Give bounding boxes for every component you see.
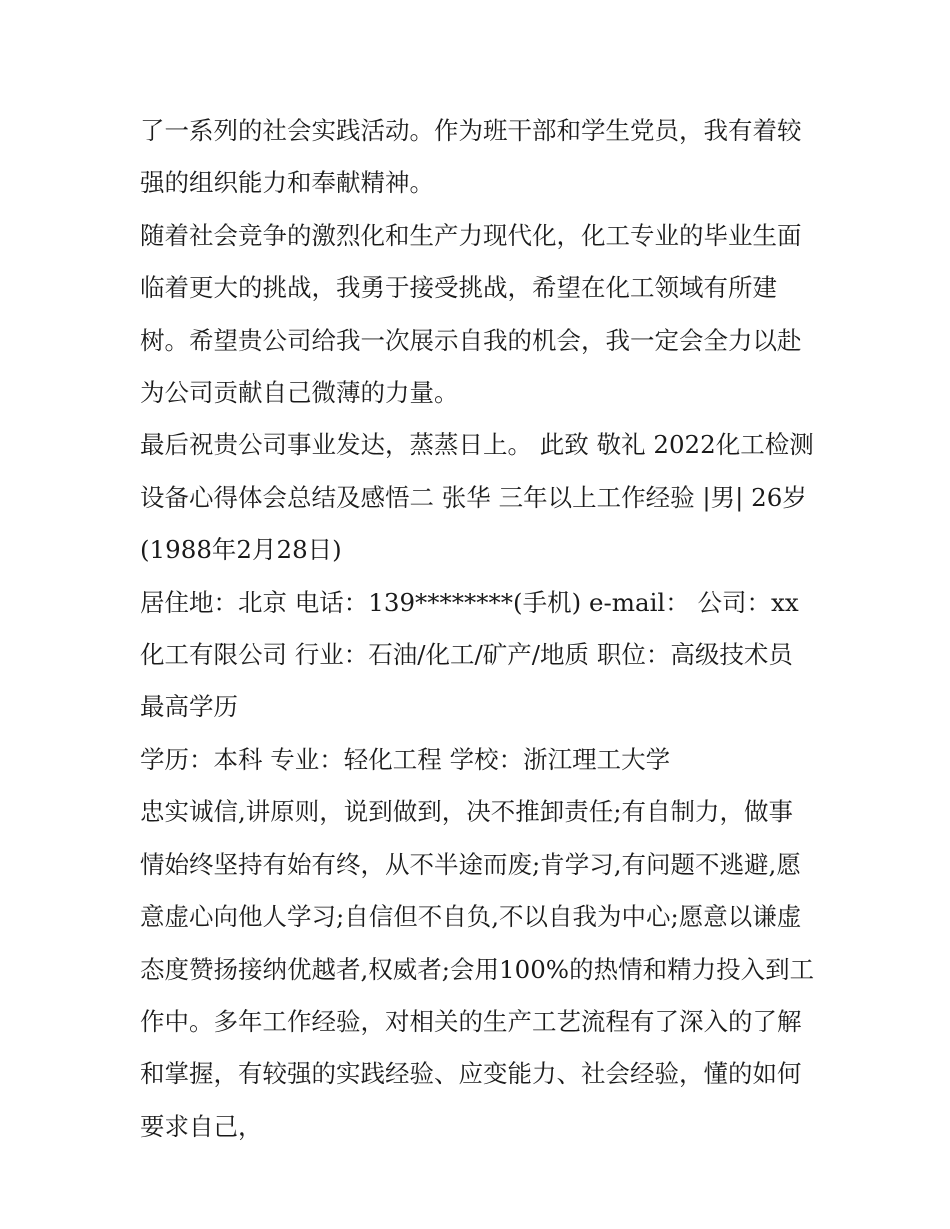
paragraph-contact-info: 居住地：北京 电话：139********(手机) e-mail： 公司：xx化工有限公司 行业：石油/化工/矿产/地质 职位：高级技术员 最高学历 (140, 587, 799, 722)
paragraph-self-assessment: 忠实诚信,讲原则，说到做到，决不推卸责任;有自制力，做事情始终坚持有始有终，从不半途而废;肯学习,有问题不逃避,愿意虚心向他人学习;自信但不自负,不以自我为中心;愿意以谦虚态度赞扬接纳优越者,权威者;会用100%的热情和精力投入到工作中。多年工作经验，对相关的生产工艺流程有了深入的了解和掌握，有较强的实践经验、应变能力、社会经验，懂的如何要求自己， (140, 797, 815, 1141)
document-body (140, 105, 815, 1153)
paragraph-challenge: 随着社会竞争的激烈化和生产力现代化，化工专业的毕业生面临着更大的挑战，我勇于接受挑战，希望在化工领域有所建树。希望贵公司给我一次展示自我的机会，我一定会全力以赴为公司贡献自己微薄的力量。 (140, 220, 802, 408)
paragraph-practice-activities: 了一系列的社会实践活动。作为班干部和学生党员，我有着较强的组织能力和奉献精神。 (140, 116, 802, 198)
paragraph-education: 学历：本科 专业：轻化工程 学校：浙江理工大学 (140, 744, 671, 774)
paragraph-closing-and-profile: 最后祝贵公司事业发达，蒸蒸日上。 此致 敬礼 2022化工检测设备心得体会总结及感悟二 张华 三年以上工作经验 |男| 26岁(1988年2月28日) (140, 430, 814, 565)
